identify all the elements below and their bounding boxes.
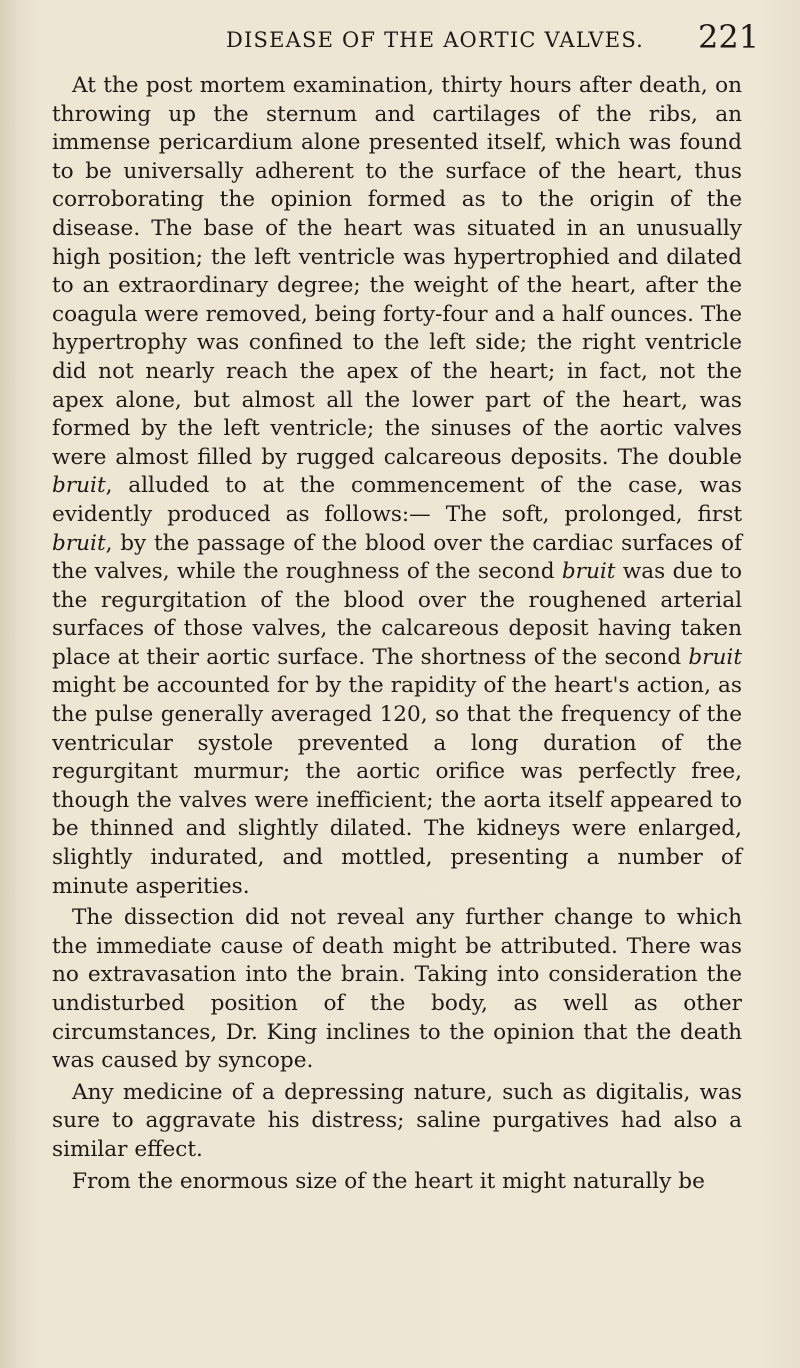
text-run: was due to the regurgitation of the blood over the roughened arterial surfaces of those valves, the calcareous deposit having taken place at their aortic surface. The shortness of the second xyxy=(52,559,742,670)
paragraph-post-mortem xyxy=(52,72,742,901)
text-run: At the post mortem examination, thirty hours after death, on throwing up the sternum and cartilages of the ribs, an immense pericardium alone presented itself, which was found to be universally adherent to the surface of the heart, thus corroborating the opinion formed as to the origin of the disease. The base of the heart was situated in an unusually high position; the left ventricle was hypertrophied and dilated to an extraordinary degree; the weight of the heart, after the coagula were removed, being forty-four and a half ounces. The hypertrophy was confined to the left side; the right ventricle did not nearly reach the apex of the heart; in fact, not the apex alone, but almost all the lower part of the heart, was formed by the left ventricle; the sinuses of the aortic valves were almost filled by rugged calcareous deposits. The double xyxy=(52,73,742,470)
text-run: , alluded to at the commencement of the case, was evidently produced as follows:— The soft, prolonged, first xyxy=(52,473,742,527)
text-run: might be accounted for by the rapidity of the heart's action, as the pulse generally averaged 120, so that the frequency of the ventricular systole prevented a long duration of the regurgitant murmur; the aortic orifice was perfectly free, though the valves were inefficient; the aorta itself appeared to be thinned and slightly dilated. The kidneys were enlarged, slightly indurated, and mottled, presenting a number of minute asperities. xyxy=(52,673,742,899)
running-head: DISEASE OF THE AORTIC VALVES. xyxy=(226,28,645,52)
italic-term: bruit xyxy=(688,644,742,670)
paragraph-continuation: From the enormous size of the heart it might naturally be xyxy=(72,1168,705,1194)
italic-term: bruit xyxy=(52,473,106,499)
page-number: 221 xyxy=(698,18,760,56)
italic-term: bruit xyxy=(52,530,106,556)
text-run: , by the passage of the blood over the cardiac surfaces of the valves, while the roughness of the second xyxy=(52,530,742,585)
paragraph-medicine: Any medicine of a depressing nature, such as digitalis, was sure to aggravate his distress; saline purgatives had also a similar effect. xyxy=(52,1079,742,1162)
page-header xyxy=(0,18,800,58)
italic-term: bruit xyxy=(561,559,616,585)
body-text xyxy=(52,72,742,1196)
paragraph-dissection: The dissection did not reveal any further change to which the immediate cause of death might be attributed. There was no extravasation into the brain. Taking into consideration the undisturbed position of the body, as well as other circumstances, Dr. King inclines to the opinion that the death was caused by syncope. xyxy=(52,905,742,1074)
